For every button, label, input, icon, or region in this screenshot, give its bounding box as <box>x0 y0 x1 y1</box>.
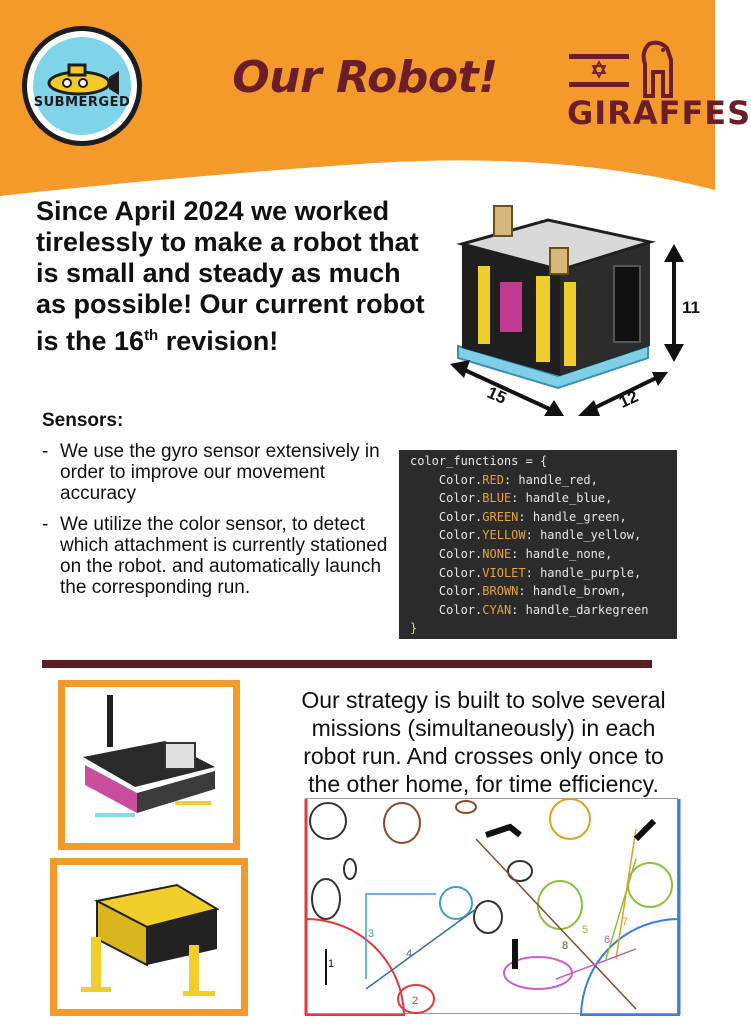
code-line <box>410 471 677 490</box>
field-map <box>305 798 678 1014</box>
code-prefix: Color. <box>438 528 483 543</box>
code-value: : handle_none, <box>511 546 613 561</box>
code-value: : handle_blue, <box>511 491 613 506</box>
map-run-label: 5 <box>582 924 589 936</box>
code-line <box>410 582 677 601</box>
code-snippet <box>399 450 677 639</box>
code-entries <box>410 471 677 620</box>
map-run-label: 4 <box>406 948 413 960</box>
code-prefix: Color. <box>438 602 483 617</box>
code-value: : handle_purple, <box>525 565 642 580</box>
robot-illustration <box>438 186 708 422</box>
code-line: } <box>410 621 418 636</box>
code-prefix: Color. <box>438 546 483 561</box>
page-title: Our Robot! <box>232 52 498 103</box>
robot-attachment-photo-2 <box>50 858 248 1016</box>
code-line <box>410 601 677 620</box>
code-value: : handle_green, <box>518 509 627 524</box>
code-line <box>410 508 677 527</box>
map-run-label: 6 <box>604 934 611 946</box>
map-run-label: 8 <box>562 940 569 952</box>
map-run-label: 2 <box>412 995 419 1007</box>
section-divider <box>42 660 652 668</box>
giraffes-logo-text: GIRAFFES <box>567 94 751 132</box>
robot-attachment-photo-1 <box>58 680 240 850</box>
attachment-illustration-1 <box>65 687 233 843</box>
code-key: YELLOW <box>482 528 526 543</box>
field-map-illustration <box>306 799 679 1015</box>
sensor-list-item: - We utilize the color sensor, to detect which attachment is currently stationed on the robot. and automatically launch the corresponding run. <box>42 514 392 598</box>
code-value: : handle_red, <box>503 472 598 487</box>
map-run-label: 1 <box>328 958 335 970</box>
code-line: color_functions = { <box>410 454 548 468</box>
intro-text-end: revision! <box>158 326 279 356</box>
intro-text: Since April 2024 we worked tirelessly to make a robot that is small and steady as much as possible! Our current robot is the 16 <box>36 196 425 356</box>
intro-paragraph <box>36 196 426 357</box>
code-value: : handle_brown, <box>518 584 627 599</box>
code-value: : handle_darkegreen <box>511 602 649 617</box>
intro-superscript: th <box>144 327 159 344</box>
code-key: BROWN <box>482 584 519 599</box>
sensors-heading: Sensors: <box>42 410 124 431</box>
code-key: GREEN <box>482 509 519 524</box>
sensor-list-item: - We use the gyro sensor extensively in order to improve our movement accuracy <box>42 441 392 504</box>
code-key: VIOLET <box>482 565 526 580</box>
attachment-illustration-2 <box>57 865 241 1009</box>
code-prefix: Color. <box>438 491 483 506</box>
code-prefix: Color. <box>438 584 483 599</box>
sensors-section <box>42 410 392 608</box>
giraffe-flag-icon <box>567 40 702 100</box>
code-value: : handle_yellow, <box>525 528 642 543</box>
giraffes-logo <box>567 40 751 135</box>
code-key: BLUE <box>482 491 512 506</box>
code-line <box>410 526 677 545</box>
map-run-label: 3 <box>368 928 375 940</box>
map-run-label: 7 <box>622 916 629 928</box>
code-prefix: Color. <box>438 509 483 524</box>
code-prefix: Color. <box>438 472 483 487</box>
code-key: RED <box>482 472 504 487</box>
robot-render <box>438 186 708 422</box>
code-line <box>410 545 677 564</box>
code-prefix: Color. <box>438 565 483 580</box>
code-line <box>410 564 677 583</box>
code-key: NONE <box>482 546 512 561</box>
dimension-height-label: 11 <box>682 298 700 317</box>
dimension-length-label: 15 <box>484 382 510 408</box>
strategy-text: Our strategy is built to solve several missions (simultaneously) in each robot run. And crosses only once to the other home, for time efficiency. <box>301 687 666 797</box>
submerged-logo-text: SUBMERGED <box>33 95 131 110</box>
code-line <box>410 489 677 508</box>
dimension-width-label: 12 <box>616 386 642 412</box>
code-key: CYAN <box>482 602 512 617</box>
submerged-logo <box>22 26 142 146</box>
